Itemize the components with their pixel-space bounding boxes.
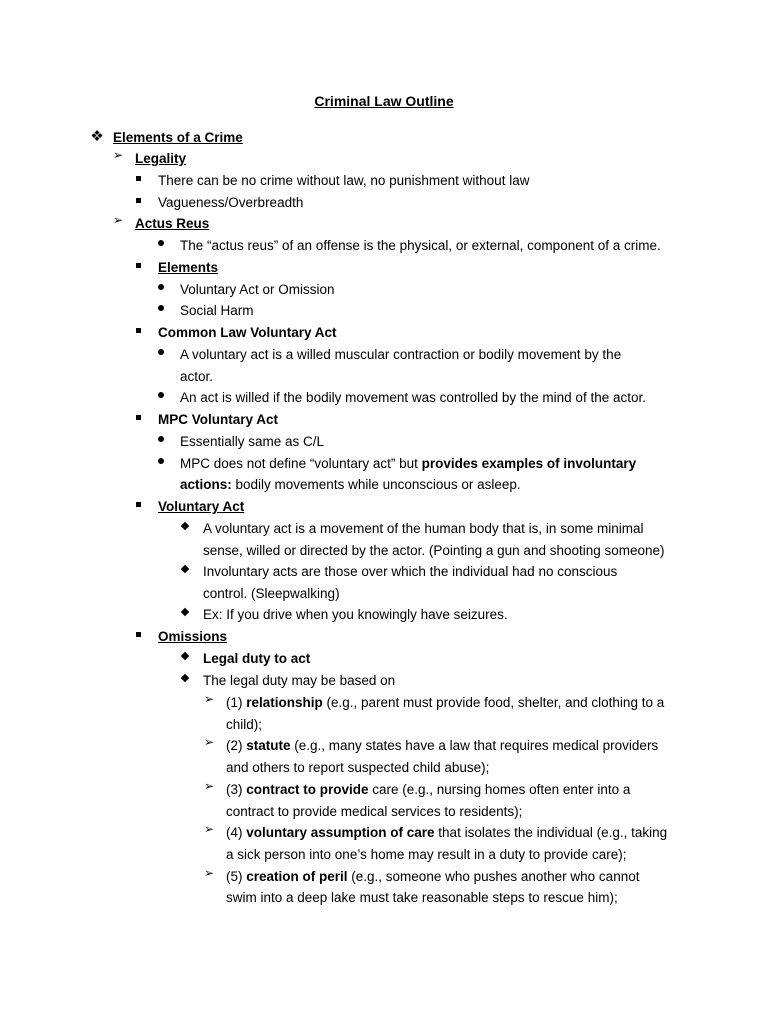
list-item-line: sense, willed or directed by the actor. (Pointing a gun and shooting someone)	[203, 543, 665, 558]
square-bullet-icon	[128, 409, 148, 424]
text-span: care (e.g., nursing homes often enter into a	[368, 782, 631, 797]
list-item-line: Involuntary acts are those over which the individual had no conscious	[203, 564, 618, 579]
subheading-legal-duty: Legal duty to act	[203, 651, 311, 666]
diamond-bullet-icon	[175, 648, 195, 663]
list-item-line	[180, 453, 636, 475]
list-item-line: A voluntary act is a movement of the human body that is, in some minimal	[203, 521, 644, 536]
square-bullet-icon	[128, 257, 148, 272]
duty-item-line: and others to report suspected child abuse);	[226, 760, 490, 775]
duty-item-line	[226, 866, 639, 888]
subheading-common-law-voluntary-act: Common Law Voluntary Act	[158, 325, 337, 340]
text-span: (5)	[226, 869, 247, 884]
page-title: Criminal Law Outline	[314, 93, 454, 109]
round-bullet-icon	[151, 279, 171, 294]
bold-text-span: creation of peril	[246, 869, 348, 884]
arrow-bullet-icon: ➢	[203, 692, 215, 706]
list-item: Essentially same as C/L	[180, 434, 325, 449]
subheading-elements: Elements	[158, 260, 219, 275]
duty-item-line: a sick person into one’s home may result in a duty to provide care);	[226, 847, 627, 862]
round-bullet-icon	[151, 387, 171, 402]
list-item: There can be no crime without law, no punishment without law	[158, 173, 530, 188]
bold-text-span: voluntary assumption of care	[246, 825, 435, 840]
bold-text-span: contract to provide	[246, 782, 369, 797]
subheading-legality: Legality	[135, 151, 187, 166]
round-bullet-icon	[151, 235, 171, 250]
diamond-bullet-icon	[175, 518, 195, 533]
four-diamond-bullet-icon: ❖	[90, 128, 104, 145]
subheading-actus-reus: Actus Reus	[135, 216, 210, 231]
round-bullet-icon	[151, 300, 171, 315]
arrow-bullet-icon: ➢	[203, 822, 215, 836]
list-item-line: A voluntary act is a willed muscular contraction or bodily movement by the	[180, 347, 622, 362]
duty-item-line	[226, 779, 630, 801]
round-bullet-icon	[151, 453, 171, 468]
arrow-bullet-icon: ➢	[112, 213, 124, 227]
arrow-bullet-icon: ➢	[203, 866, 215, 880]
duty-item-line	[226, 692, 664, 714]
round-bullet-icon	[151, 344, 171, 359]
subheading-mpc-voluntary-act: MPC Voluntary Act	[158, 412, 279, 427]
text-span: (e.g., parent must provide food, shelter, and clothing to a	[322, 695, 665, 710]
arrow-bullet-icon: ➢	[203, 779, 215, 793]
duty-item-line	[226, 735, 658, 757]
square-bullet-icon	[128, 170, 148, 185]
list-item: Ex: If you drive when you knowingly have seizures.	[203, 607, 508, 622]
duty-item-line: child);	[226, 717, 263, 732]
duty-item-line: contract to provide medical services to residents);	[226, 804, 523, 819]
list-item: The legal duty may be based on	[203, 673, 396, 688]
list-item-line: control. (Sleepwalking)	[203, 586, 340, 601]
duty-item-line	[226, 822, 667, 844]
list-item: An act is willed if the bodily movement was controlled by the mind of the actor.	[180, 390, 646, 405]
list-item: The “actus reus” of an offense is the physical, or external, component of a crime.	[180, 238, 661, 253]
diamond-bullet-icon	[175, 604, 195, 619]
text-span: that isolates the individual (e.g., taking	[434, 825, 668, 840]
text-span: (e.g., someone who pushes another who cannot	[347, 869, 640, 884]
square-bullet-icon	[128, 322, 148, 337]
duty-item-line: swim into a deep lake must take reasonable steps to rescue him);	[226, 890, 618, 905]
arrow-bullet-icon: ➢	[112, 148, 124, 162]
text-span: (3)	[226, 782, 247, 797]
text-span: (2)	[226, 738, 247, 753]
list-item-line: actor.	[180, 369, 214, 384]
square-bullet-icon	[128, 626, 148, 641]
list-item: Social Harm	[180, 303, 254, 318]
diamond-bullet-icon	[175, 561, 195, 576]
bold-text-span: relationship	[246, 695, 323, 710]
square-bullet-icon	[128, 192, 148, 207]
list-item-line	[180, 474, 521, 496]
text-span: (4)	[226, 825, 247, 840]
text-span: bodily movements while unconscious or asleep.	[231, 477, 521, 492]
section-heading-elements-of-crime: Elements of a Crime	[113, 130, 243, 145]
square-bullet-icon	[128, 496, 148, 511]
text-span: MPC does not define “voluntary act” but	[180, 456, 422, 471]
list-item: Vagueness/Overbreadth	[158, 195, 304, 210]
list-item: Voluntary Act or Omission	[180, 282, 335, 297]
round-bullet-icon	[151, 431, 171, 446]
subheading-omissions: Omissions	[158, 629, 228, 644]
bold-text-span: actions:	[180, 477, 232, 492]
diamond-bullet-icon	[175, 670, 195, 685]
text-span: (1)	[226, 695, 247, 710]
arrow-bullet-icon: ➢	[203, 735, 215, 749]
bold-text-span: statute	[246, 738, 291, 753]
bold-text-span: provides examples of involuntary	[421, 456, 637, 471]
text-span: (e.g., many states have a law that requires medical providers	[290, 738, 659, 753]
subheading-voluntary-act: Voluntary Act	[158, 499, 245, 514]
